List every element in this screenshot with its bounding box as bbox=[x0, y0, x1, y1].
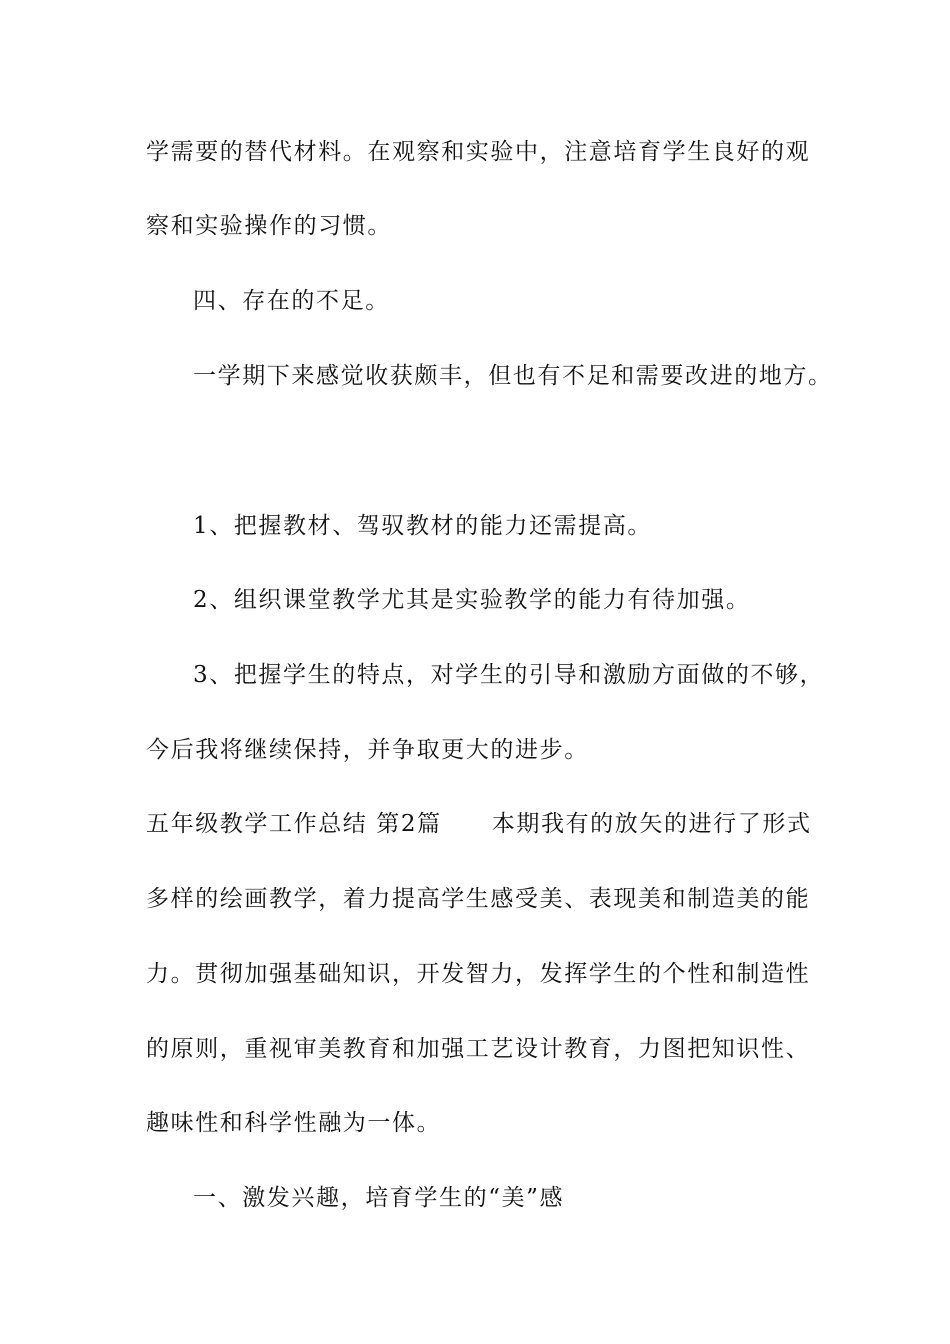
paragraph-line: 多样的绘画教学，着力提高学生感受美、表现美和制造美的能 bbox=[146, 886, 811, 912]
paragraph-line: 察和实验操作的习惯。 bbox=[146, 213, 392, 239]
list-item: 2、组织课堂教学尤其是实验教学的能力有待加强。 bbox=[193, 587, 751, 613]
section-heading-line bbox=[146, 809, 812, 839]
list-item: 3、把握学生的特点，对学生的引导和激励方面做的不够， bbox=[193, 662, 825, 688]
section-heading-shortcomings: 四、存在的不足。 bbox=[193, 288, 390, 314]
paragraph-line: 力。贯彻加强基础知识，开发智力，发挥学生的个性和制造性 bbox=[146, 961, 811, 987]
paragraph-line: 今后我将继续保持，并争取更大的进步。 bbox=[146, 737, 589, 763]
paragraph-line: 学需要的替代材料。在观察和实验中，注意培育学生良好的观 bbox=[146, 139, 811, 165]
paragraph-line: 一学期下来感觉收获颇丰，但也有不足和需要改进的地方。 bbox=[193, 363, 833, 389]
list-item: 1、把握教材、驾驭教材的能力还需提高。 bbox=[193, 513, 653, 539]
section-intro: 本期我有的放矢的进行了形式 bbox=[491, 811, 812, 837]
paragraph-line: 趣味性和科学性融为一体。 bbox=[146, 1110, 442, 1136]
section-heading-interest: 一、激发兴趣，培育学生的“美”感 bbox=[193, 1185, 565, 1211]
section-heading: 五年级教学工作总结 第2篇 bbox=[146, 811, 442, 837]
paragraph-line: 的原则，重视审美教育和加强工艺设计教育，力图把知识性、 bbox=[146, 1036, 811, 1062]
